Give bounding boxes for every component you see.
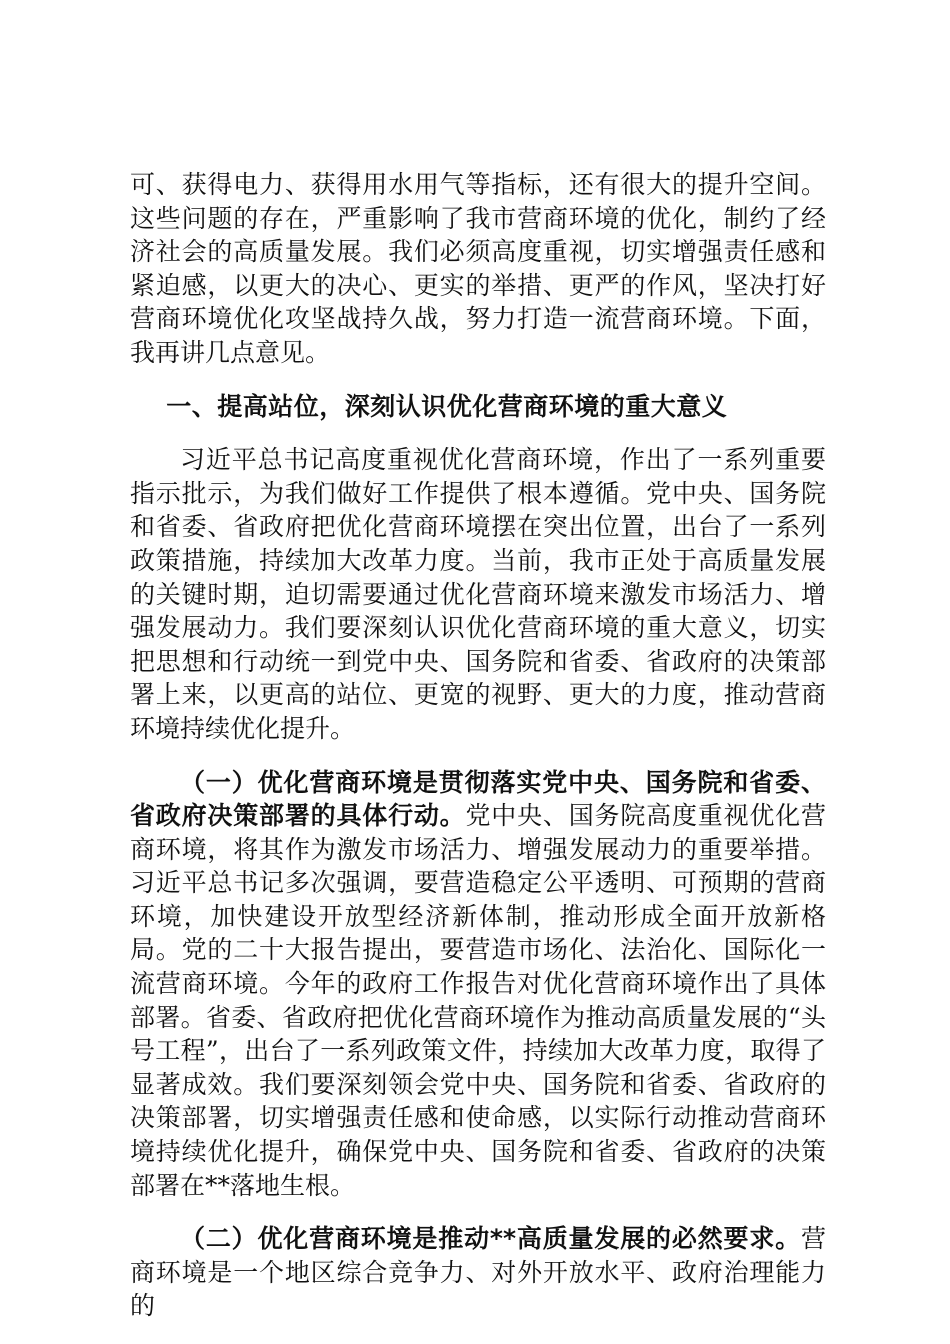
point-one-body: 党中央、国务院高度重视优化营商环境，将其作为激发市场活力、增强发展动力的重要举措。习近平总书记多次强调，要营造稳定公平透明、可预期的营商环境，加快建设开放型经济新体制，推动形成全面开放新格局。党的二十大报告提出，要营造市场化、法治化、国际化一流营商环境。今年的政府工作报告对优化营商环境作出了具体部署。省委、省政府把优化营商环境作为推动高质量发展的“头号工程”，出台了一系列政策文件，持续加大改革力度，取得了显著成效。我们要深刻领会党中央、国务院和省委、省政府的决策部署，切实增强责任感和使命感，以实际行动推动营商环境持续优化提升，确保党中央、国务院和省委、省政府的决策部署在**落地生根。: [130, 801, 826, 1200]
document-page: [130, 168, 826, 1323]
point-one-lead: （一）优化营商环境是贯彻落实党中央、国务院和省委、省政府决策部署的具体行动。: [130, 767, 826, 831]
paragraph-intro: 习近平总书记高度重视优化营商环境，作出了一系列重要指示批示，为我们做好工作提供了根本遵循。党中央、国务院和省委、省政府把优化营商环境摆在突出位置，出台了一系列政策措施，持续加大改革力度。当前，我市正处于高质量发展的关键时期，迫切需要通过优化营商环境来激发市场活力、增强发展动力。我们要深刻认识优化营商环境的重大意义，切实把思想和行动统一到党中央、国务院和省委、省政府的决策部署上来，以更高的站位、更宽的视野、更大的力度，推动营商环境持续优化提升。: [130, 445, 826, 743]
paragraph-continuation: 可、获得电力、获得用水用气等指标，还有很大的提升空间。这些问题的存在，严重影响了我市营商环境的优化，制约了经济社会的高质量发展。我们必须高度重视，切实增强责任感和紧迫感，以更大的决心、更实的举措、更严的作风，坚决打好营商环境优化攻坚战持久战，努力打造一流营商环境。下面，我再讲几点意见。: [130, 170, 826, 367]
point-two-body: 营商环境是一个地区综合竞争力、对外开放水平、政府治理能力的: [130, 1224, 826, 1321]
paragraph-point-two: [130, 1222, 826, 1323]
paragraph-point-one: [130, 766, 826, 1203]
section-heading: 一、提高站位，深刻认识优化营商环境的重大意义: [166, 391, 728, 421]
point-two-lead: （二）优化营商环境是推动**高质量发展的必然要求。: [180, 1224, 801, 1254]
